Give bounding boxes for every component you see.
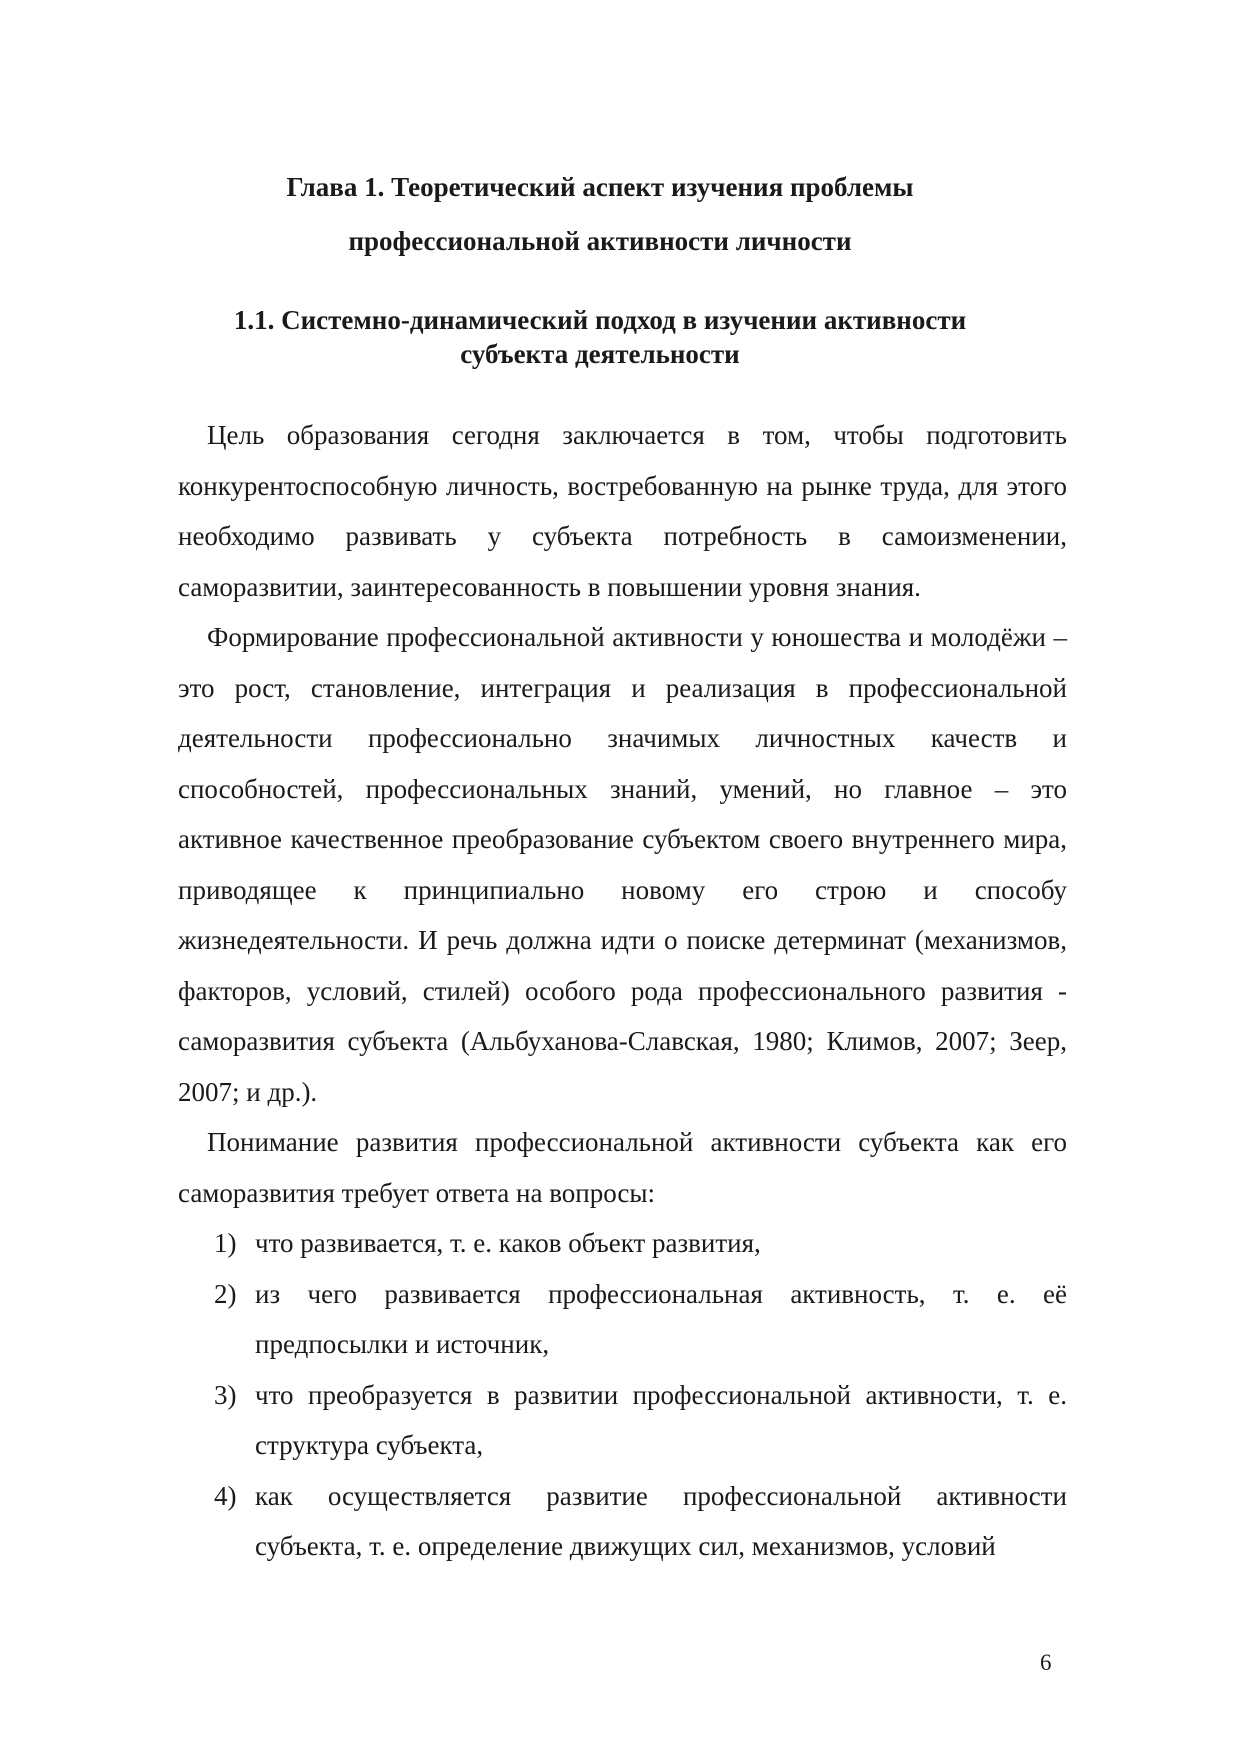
list-item-text: как осуществляется развитие профессиональной активности субъекта, т. е. определение движущих сил, механизмов, условий [255, 1480, 1067, 1561]
list-item-number: 2) [214, 1278, 237, 1309]
list-item [178, 1269, 1067, 1370]
body-text [178, 410, 1067, 1572]
chapter-title-line-1: Глава 1. Теоретический аспект изучения проблемы [286, 172, 914, 202]
list-item [178, 1370, 1067, 1471]
section-title-line-2: субъекта деятельности [460, 339, 740, 369]
chapter-title [150, 160, 1050, 268]
section-title [150, 303, 1050, 371]
list-item-number: 3) [214, 1379, 237, 1410]
section-title-line-1: 1.1. Системно-динамический подход в изучении активности [233, 305, 967, 335]
list-item-text: что преобразуется в развитии профессиональной активности, т. е. структура субъекта, [255, 1379, 1067, 1460]
list-item-text: из чего развивается профессиональная активность, т. е. её предпосылки и источник, [255, 1278, 1067, 1359]
chapter-title-line-2: профессиональной активности личности [348, 226, 852, 256]
paragraph: Понимание развития профессиональной активности субъекта как его саморазвития требует ответа на вопросы: [178, 1127, 1067, 1208]
list-item-number: 1) [214, 1228, 237, 1258]
list-item [178, 1471, 1067, 1572]
list-item-number: 4) [214, 1480, 237, 1511]
question-list [178, 1218, 1067, 1572]
page-number: 6 [1040, 1650, 1052, 1675]
list-item [178, 1218, 1067, 1269]
paragraph: Цель образования сегодня заключается в том, чтобы подготовить конкурентоспособную личность, востребованную на рынке труда, для этого необходимо развивать у субъекта потребность в самоизменении, саморазвитии, заинтересованность в повышении уровня знания. [178, 420, 1067, 602]
list-item-text: что развивается, т. е. каков объект развития, [255, 1228, 761, 1258]
paragraph: Формирование профессиональной активности у юношества и молодёжи – это рост, становление, интеграция и реализация в профессиональной деятельности профессионально значимых личностных качеств и способностей, профессиональных знаний, умений, но главное – это активное качественное преобразование субъектом своего внутреннего мира, приводящее к принципиально новому его строю и способу жизнедеятельности. И речь должна идти о поиске детерминат (механизмов, факторов, условий, стилей) особого рода профессионального развития - саморазвития субъекта (Альбуханова-Славская, 1980; Климов, 2007; Зеер, 2007; и др.). [178, 622, 1067, 1107]
